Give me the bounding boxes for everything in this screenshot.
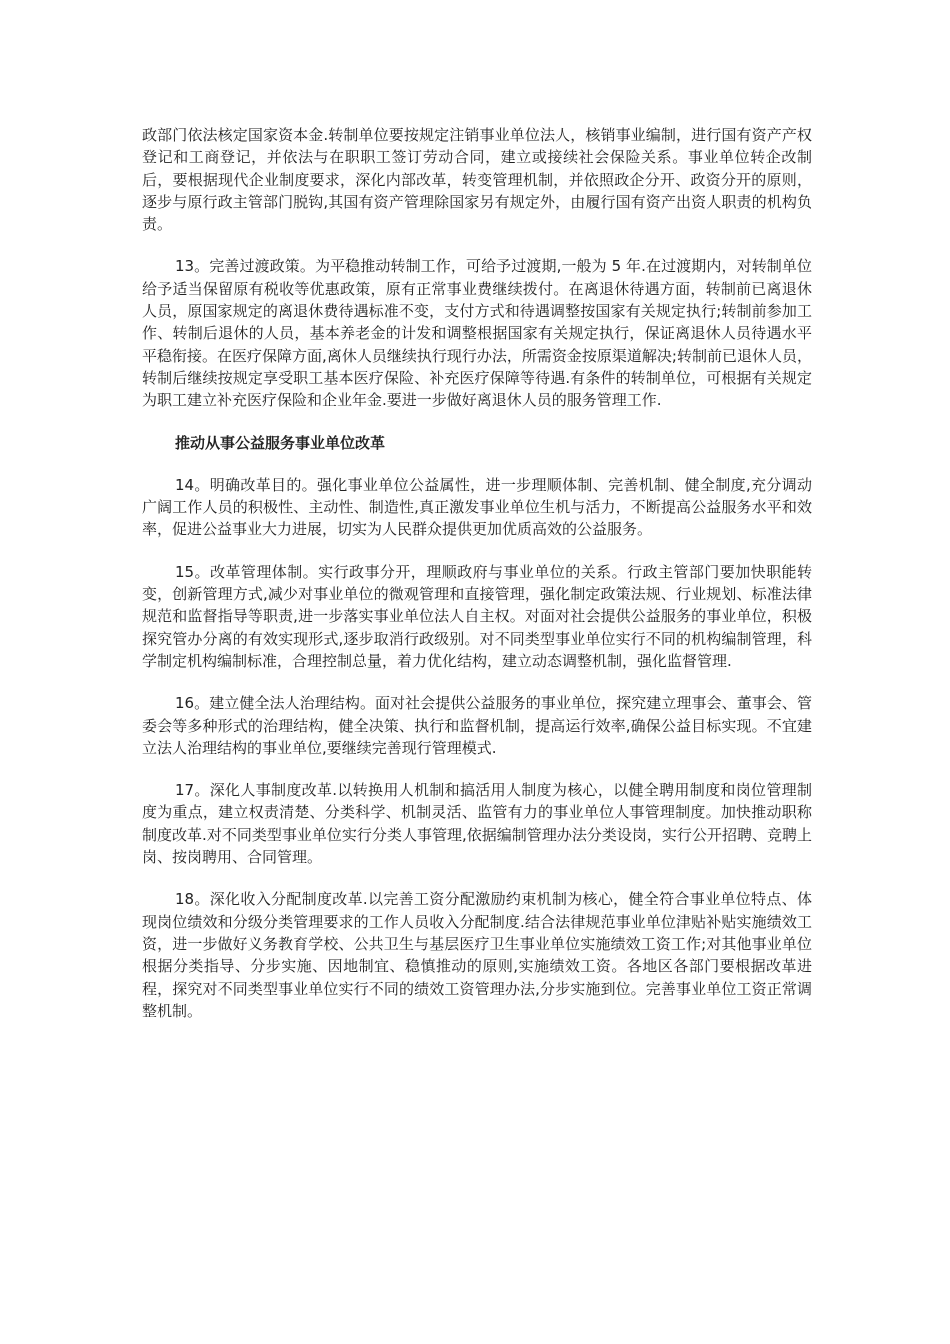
paragraph-14: 14。明确改革目的。强化事业单位公益属性，进一步理顺体制、完善机制、健全制度,充分调动广阔工作人员的积极性、主动性、制造性,真正激发事业单位生机与活力，不断提高公益服务水平和效率，促进公益事业大力进展，切实为人民群众提供更加优质高效的公益服务。 bbox=[142, 475, 812, 539]
document-page bbox=[142, 124, 812, 1042]
paragraph-18: 18。深化收入分配制度改革.以完善工资分配激励约束机制为核心，健全符合事业单位特点、体现岗位绩效和分级分类管理要求的工作人员收入分配制度.结合法律规范事业单位津贴补贴实施绩效工资，进一步做好义务教育学校、公共卫生与基层医疗卫生事业单位实施绩效工资工作;对其他事业单位根据分类指导、分步实施、因地制宜、稳慎推动的原则,实施绩效工资。各地区各部门要根据改革进程，探究对不同类型事业单位实行不同的绩效工资管理办法,分步实施到位。完善事业单位工资正常调整机制。 bbox=[142, 890, 812, 1020]
paragraph-13: 13。完善过渡政策。为平稳推动转制工作，可给予过渡期,一般为 5 年.在过渡期内，对转制单位给予适当保留原有税收等优惠政策，原有正常事业费继续拨付。在离退休待遇方面，转制前已离退休人员，原国家规定的离退休费待遇标准不变，支付方式和待遇调整按国家有关规定执行;转制前参加工作、转制后退休的人员，基本养老金的计发和调整根据国家有关规定执行，保证离退休人员待遇水平平稳衔接。在医疗保障方面,离休人员继续执行现行办法，所需资金按原渠道解决;转制前已退休人员，转制后继续按规定享受职工基本医疗保险、补充医疗保障等待遇.有条件的转制单位，可根据有关规定为职工建立补充医疗保险和企业年金.要进一步做好离退休人员的服务管理工作. bbox=[142, 257, 812, 410]
paragraph-15: 15。改革管理体制。实行政事分开，理顺政府与事业单位的关系。行政主管部门要加快职能转变，创新管理方式,减少对事业单位的微观管理和直接管理，强化制定政策法规、行业规划、标准法律规范和监督指导等职责,进一步落实事业单位法人自主权。对面对社会提供公益服务的事业单位，积极探究管办分离的有效实现形式,逐步取消行政级别。对不同类型事业单位实行不同的机构编制管理，科学制定机构编制标准，合理控制总量，着力优化结构，建立动态调整机制，强化监督管理. bbox=[142, 562, 812, 670]
paragraph-17: 17。深化人事制度改革.以转换用人机制和搞活用人制度为核心，以健全聘用制度和岗位管理制度为重点，建立权责清楚、分类科学、机制灵活、监管有力的事业单位人事管理制度。加快推动职称制度改革.对不同类型事业单位实行分类人事管理,依据编制管理办法分类设岗，实行公开招聘、竞聘上岗、按岗聘用、合同管理。 bbox=[142, 781, 812, 867]
paragraph-continued: 政部门依法核定国家资本金.转制单位要按规定注销事业单位法人，核销事业编制，进行国有资产产权登记和工商登记，并依法与在职职工签订劳动合同，建立或接续社会保险关系。事业单位转企改制后，要根据现代企业制度要求，深化内部改革，转变管理机制，并依照政企分开、政资分开的原则，逐步与原行政主管部门脱钩,其国有资产管理除国家另有规定外，由履行国有资产出资人职责的机构负责。 bbox=[142, 126, 812, 234]
paragraph-16: 16。建立健全法人治理结构。面对社会提供公益服务的事业单位，探究建立理事会、董事会、管委会等多种形式的治理结构，健全决策、执行和监督机制，提高运行效率,确保公益目标实现。不宜建立法人治理结构的事业单位,要继续完善现行管理模式. bbox=[142, 694, 812, 757]
section-heading: 推动从事公益服务事业单位改革 bbox=[175, 433, 386, 452]
